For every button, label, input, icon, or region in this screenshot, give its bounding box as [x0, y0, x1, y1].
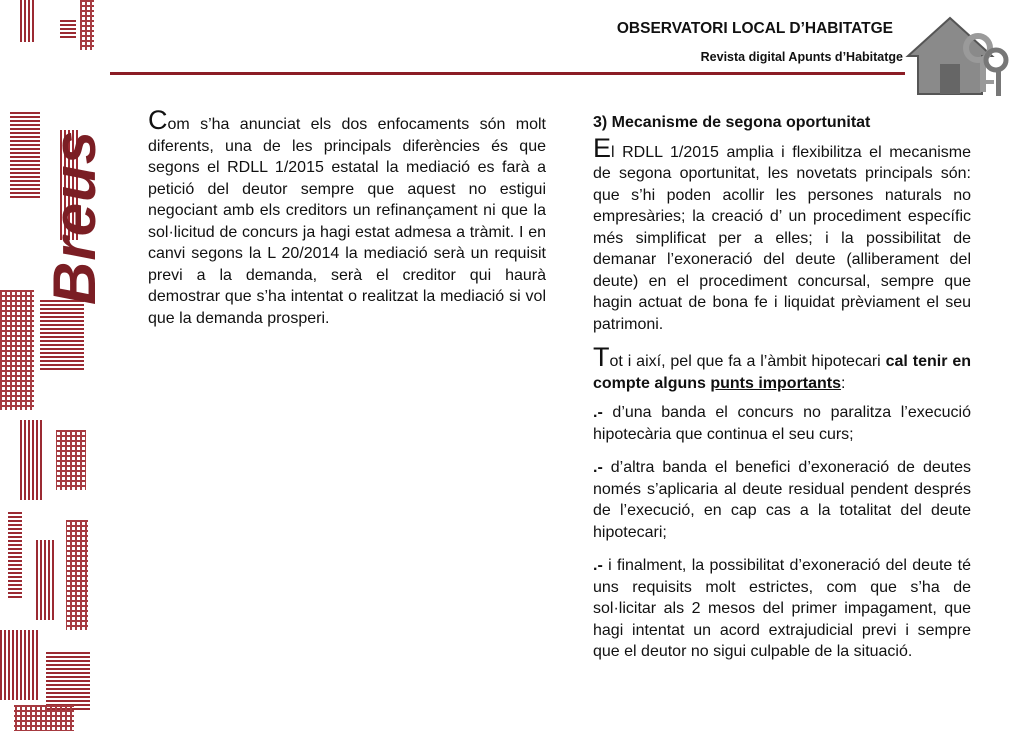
- bullet-item: [593, 555, 971, 663]
- left-column: [148, 105, 546, 329]
- drop-cap: T: [593, 342, 610, 372]
- bullet-item: [593, 402, 971, 445]
- bullet-text: i finalment, la possibilitat d’exoneració del deute té uns requisits molt estrictes, com que s’ha de sol·licitar als 2 mesos del primer impagament, que hagi intentat un acord extrajudicial previ i sempre que el deutor no sigui culpable de la situació.: [593, 557, 971, 660]
- bullet-text: d’una banda el concurs no paralitza l’execució hipotecària que continua el seu curs;: [593, 404, 971, 443]
- house-keys-icon: [900, 8, 1010, 100]
- decorative-stripes: [0, 0, 98, 731]
- bullet-marker: .-: [593, 459, 603, 476]
- paragraph-2-underline: punts importants: [710, 374, 842, 392]
- publication-subtitle: Revista digital Apunts d’Habitatge: [700, 50, 903, 64]
- drop-cap: E: [593, 132, 612, 163]
- paragraph-1-text: l RDLL 1/2015 amplia i flexibilitza el mecanisme de segona oportunitat, les novetats principals són: que s’hi poden acollir les persones naturals no empresàries; la creació d’ un procediment específic més simplificat per a elles; i la possibilitat de demanar l’exoneració del deute (alliberament del deute) en el procediment concursal, sempre que hagin actuat de bona fe i liquidat prèviament el seu patrimoni.: [593, 143, 971, 333]
- paragraph-2: [593, 342, 971, 394]
- bullet-item: [593, 457, 971, 543]
- left-paragraph: [148, 105, 546, 329]
- section-label: Breus: [41, 129, 108, 305]
- section-heading: 3) Mecanisme de segona oportunitat: [593, 114, 871, 131]
- bullet-marker: .-: [593, 557, 603, 574]
- paragraph-2-bold: cal tenir en compte alguns: [593, 353, 971, 392]
- drop-cap: C: [148, 105, 168, 135]
- organization-title: OBSERVATORI LOCAL D’HABITATGE: [616, 20, 893, 37]
- paragraph-1: [593, 132, 971, 336]
- paragraph-2-text: ot i així, pel que fa a l’àmbit hipotecari: [609, 353, 886, 370]
- bullet-text: d’altra banda el benefici d’exoneració de deutes només s’aplicaria al deute residual pendent després de l’execució, en cap cas a la totalitat del deute hipotecari;: [593, 459, 971, 541]
- left-paragraph-text: om s’ha anunciat els dos enfocaments són molt diferents, una de les principals diferències és que segons el RDLL 1/2015 estatal la mediació es farà a petició del deutor sempre que aquest no estigui negociant amb els creditors un refinançament ni que la sol·licitud de concurs ja hagi estat admesa a tràmit. I en canvi segons la L 20/2014 la mediació serà un requisit previ a la demanda, serà el creditor qui haurà demostrar que s’ha intentat o realitzat la mediació si vol que la demanda prosperi.: [148, 116, 546, 327]
- header-divider: [110, 72, 905, 75]
- paragraph-2-end: :: [841, 374, 846, 392]
- right-column: [593, 112, 971, 663]
- bullet-marker: .-: [593, 404, 603, 421]
